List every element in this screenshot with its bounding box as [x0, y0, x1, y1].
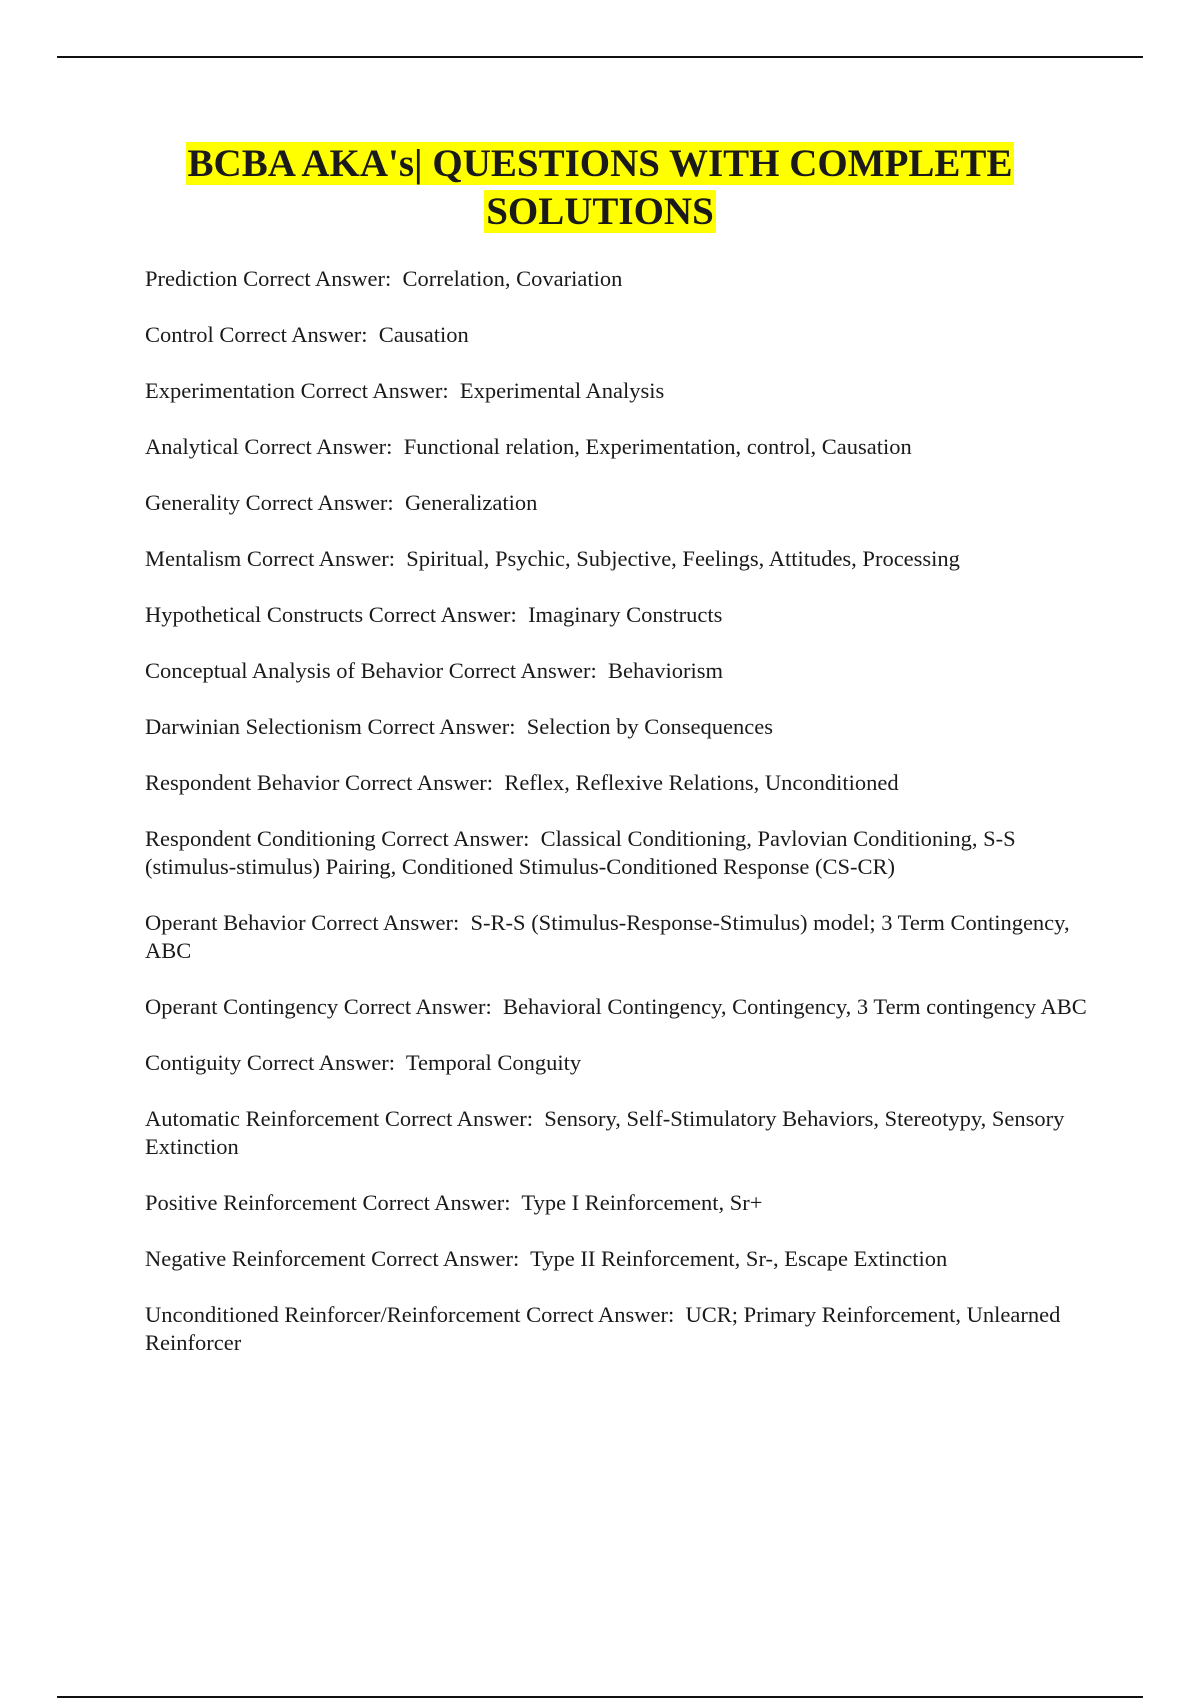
qa-item — [145, 1189, 1105, 1217]
qa-term: Automatic Reinforcement — [145, 1106, 380, 1131]
title-line-1: BCBA AKA's| QUESTIONS WITH COMPLETE — [187, 142, 1013, 185]
qa-item — [145, 909, 1105, 965]
qa-answer: Behaviorism — [608, 658, 724, 683]
qa-item — [145, 993, 1105, 1021]
qa-term: Generality — [145, 490, 240, 515]
qa-answer: Spiritual, Psychic, Subjective, Feelings, Attitudes, Processing — [406, 546, 960, 571]
document-title — [0, 140, 1200, 236]
qa-answer: Imaginary Constructs — [528, 602, 723, 627]
qa-term: Prediction — [145, 266, 238, 291]
qa-answer-label: Correct Answer: — [384, 1106, 534, 1131]
qa-answer-label: Correct Answer: — [448, 658, 597, 683]
qa-answer-label: Correct Answer: — [368, 602, 517, 627]
qa-answer: Correlation, Covariation — [402, 266, 623, 291]
qa-item — [145, 825, 1105, 881]
qa-answer: Behavioral Contingency, Contingency, 3 Term contingency ABC — [503, 994, 1087, 1019]
qa-item — [145, 265, 1105, 293]
qa-list — [145, 265, 1105, 1385]
qa-answer-label: Correct Answer: — [526, 1302, 675, 1327]
qa-term: Negative Reinforcement — [145, 1246, 366, 1271]
qa-item — [145, 601, 1105, 629]
qa-term: Control — [145, 322, 214, 347]
qa-answer-label: Correct Answer: — [245, 490, 394, 515]
qa-answer-label: Correct Answer: — [243, 266, 392, 291]
qa-item — [145, 1105, 1105, 1161]
qa-answer-label: Correct Answer: — [367, 714, 516, 739]
qa-answer: UCR; Primary Reinforcement, Unlearned Reinforcer — [145, 1302, 1061, 1355]
qa-item — [145, 1049, 1105, 1077]
qa-term: Hypothetical Constructs — [145, 602, 364, 627]
qa-answer: Functional relation, Experimentation, control, Causation — [403, 434, 912, 459]
header-rule — [57, 56, 1143, 58]
qa-answer: Experimental Analysis — [459, 378, 665, 403]
qa-answer-label: Correct Answer: — [381, 826, 530, 851]
qa-item — [145, 545, 1105, 573]
qa-term: Conceptual Analysis of Behavior — [145, 658, 444, 683]
qa-answer-label: Correct Answer: — [344, 770, 494, 795]
qa-item — [145, 377, 1105, 405]
qa-answer-label: Correct Answer: — [311, 910, 460, 935]
qa-answer: Type II Reinforcement, Sr-, Escape Extinction — [530, 1246, 948, 1271]
qa-term: Operant Contingency — [145, 994, 339, 1019]
qa-answer: Type I Reinforcement, Sr+ — [521, 1190, 763, 1215]
footer-rule — [57, 1696, 1143, 1698]
title-line-2: SOLUTIONS — [486, 190, 714, 233]
qa-term: Contiguity — [145, 1050, 242, 1075]
qa-term: Respondent Conditioning — [145, 826, 376, 851]
qa-term: Positive Reinforcement — [145, 1190, 357, 1215]
qa-answer-label: Correct Answer: — [246, 546, 395, 571]
qa-answer-label: Correct Answer: — [244, 434, 393, 459]
qa-answer-label: Correct Answer: — [300, 378, 449, 403]
qa-item — [145, 433, 1105, 461]
qa-answer-label: Correct Answer: — [362, 1190, 511, 1215]
qa-item — [145, 489, 1105, 517]
qa-answer: Causation — [378, 322, 469, 347]
qa-answer: Reflex, Reflexive Relations, Unconditioned — [504, 770, 899, 795]
qa-item — [145, 1301, 1105, 1357]
qa-answer: Classical Conditioning, Pavlovian Conditioning, S-S (stimulus-stimulus) Pairing, Conditioned Stimulus-Conditioned Response (CS-CR) — [145, 826, 1016, 879]
qa-term: Respondent Behavior — [145, 770, 340, 795]
qa-answer-label: Correct Answer: — [371, 1246, 520, 1271]
qa-item — [145, 769, 1105, 797]
qa-answer-label: Correct Answer: — [219, 322, 368, 347]
qa-answer: Generalization — [404, 490, 538, 515]
qa-item — [145, 657, 1105, 685]
qa-term: Experimentation — [145, 378, 295, 403]
qa-item — [145, 321, 1105, 349]
qa-term: Mentalism — [145, 546, 242, 571]
qa-answer: S-R-S (Stimulus-Response-Stimulus) model; 3 Term Contingency, ABC — [145, 910, 1070, 963]
qa-term: Unconditioned Reinforcer/Reinforcement — [145, 1302, 521, 1327]
qa-term: Darwinian Selectionism — [145, 714, 362, 739]
qa-term: Operant Behavior — [145, 910, 306, 935]
qa-term: Analytical — [145, 434, 239, 459]
qa-item — [145, 713, 1105, 741]
qa-item — [145, 1245, 1105, 1273]
qa-answer-label: Correct Answer: — [343, 994, 492, 1019]
qa-answer: Temporal Conguity — [405, 1050, 582, 1075]
qa-answer: Selection by Consequences — [526, 714, 773, 739]
qa-answer-label: Correct Answer: — [246, 1050, 395, 1075]
qa-answer: Sensory, Self-Stimulatory Behaviors, Stereotypy, Sensory Extinction — [145, 1106, 1065, 1159]
